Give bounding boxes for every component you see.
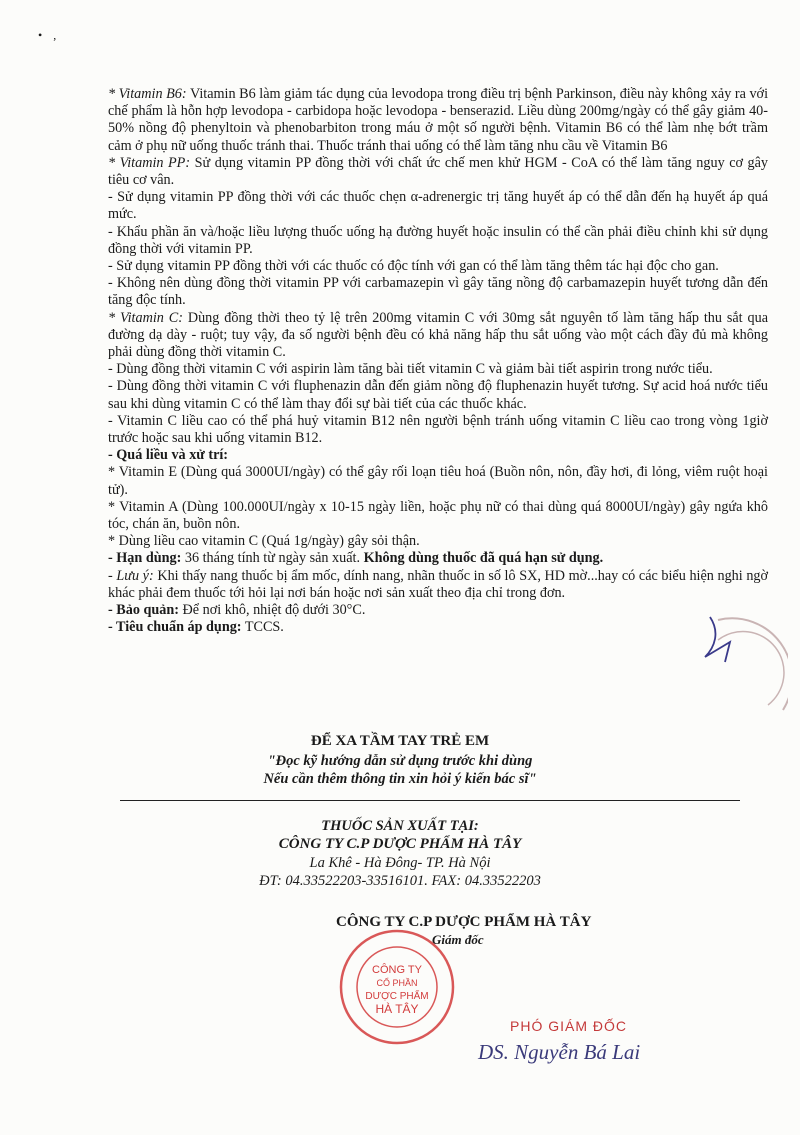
vitamin-c-label: * Vitamin C: bbox=[108, 309, 183, 326]
list-item: - Dùng đồng thời vitamin C với fluphenazin dẫn đến giảm nồng độ fluphenazin huyết tương. Sự acid hoá nước tiểu sau khi dùng vitamin C có thể làm thay đổi sự bài tiết của các thuốc khác. bbox=[108, 378, 768, 412]
note-line bbox=[108, 568, 768, 602]
director-title: Giám đốc bbox=[432, 932, 484, 947]
storage-text: Để nơi khô, nhiệt độ dưới 30°C. bbox=[182, 602, 366, 619]
keep-away-warning: ĐỂ XA TẦM TAY TRẺ EM bbox=[310, 733, 490, 749]
svg-text:CỔ PHẦN: CỔ PHẦN bbox=[376, 978, 418, 988]
vitamin-b6-paragraph bbox=[108, 86, 768, 155]
svg-text:HÀ TÂY: HÀ TÂY bbox=[375, 1002, 419, 1016]
vitamin-b6-label: * Vitamin B6: bbox=[108, 86, 187, 102]
standard-label: - Tiêu chuẩn áp dụng: bbox=[108, 619, 242, 636]
deputy-director-title: PHÓ GIÁM ĐỐC bbox=[510, 1018, 628, 1034]
vitamin-pp-first: Sử dụng vitamin PP đồng thời với chất ức chế men khử HGM - CoA có thể làm tăng nguy cơ gây tiêu cơ vân. bbox=[108, 154, 768, 189]
list-item: - Sử dụng vitamin PP đồng thời với các thuốc chẹn α-adrenergic trị tăng huyết áp có thể dẫn đến hạ huyết áp quá mức. bbox=[108, 189, 768, 223]
vitamin-c-paragraph bbox=[108, 310, 768, 362]
seal-fragment-icon bbox=[708, 610, 788, 720]
manufacturer-address: La Khê - Hà Đông- TP. Hà Nội bbox=[309, 855, 491, 871]
expiry-line bbox=[108, 550, 768, 567]
list-item: * Dùng liều cao vitamin C (Quá 1g/ngày) gây sỏi thận. bbox=[108, 533, 420, 550]
read-instructions: "Đọc kỹ hướng dẫn sử dụng trước khi dùng bbox=[267, 753, 533, 769]
manufacturer-contact: ĐT: 04.33522203-33516101. FAX: 04.33522203 bbox=[259, 873, 541, 889]
standard-line bbox=[108, 619, 768, 636]
svg-text:CÔNG TY: CÔNG TY bbox=[372, 964, 422, 976]
vitamin-pp-paragraph bbox=[108, 155, 768, 189]
overdose-heading: - Quá liều và xử trí: bbox=[108, 447, 229, 464]
manufacturer-company: CÔNG TY C.P DƯỢC PHẨM HÀ TÂY bbox=[278, 836, 522, 852]
vitamin-b6-text: Vitamin B6 làm giảm tác dụng của levodopa trong điều trị bệnh Parkinson, điều này không xảy ra với chế phẩm là hỗn hợp levodopa - carbidopa hoặc levodopa - benserazid. Liều dùng 200mg/ngày có thể gây giảm 40-50% nồng độ phenyltoin và phenobarbiton trong máu ở một số người bệnh. Vitamin B6 có thể làm nhẹ bớt trầm cảm ở phụ nữ uống thuốc tránh thai. Thuốc tránh thai uống có thể làm tăng nhu cầu về Vitamin B6 bbox=[108, 86, 769, 154]
list-item: * Vitamin E (Dùng quá 3000UI/ngày) có thể gây rối loạn tiêu hoá (Buồn nôn, nôn, đầy hơi, đi lỏng, viêm ruột hoại tử). bbox=[108, 464, 768, 498]
ask-doctor: Nếu cần thêm thông tin xin hỏi ý kiến bác sĩ" bbox=[263, 771, 537, 787]
list-item: - Dùng đồng thời vitamin C với aspirin làm tăng bài tiết vitamin C và giảm bài tiết aspirin trong nước tiểu. bbox=[108, 361, 713, 378]
signature-company: CÔNG TY C.P DƯỢC PHẨM HÀ TÂY bbox=[336, 914, 592, 930]
vitamin-pp-label: * Vitamin PP: bbox=[108, 154, 191, 171]
signatory-name: DS. Nguyễn Bá Lai bbox=[478, 1040, 641, 1064]
storage-label: - Bảo quản: bbox=[108, 602, 179, 619]
svg-text:DƯỢC PHẨM: DƯỢC PHẨM bbox=[365, 991, 429, 1002]
note-text: Khi thấy nang thuốc bị ẩm mốc, dính nang, nhãn thuốc in số lô SX, HD mờ...hay có các biểu hiện nghi ngờ khác phải đem thuốc tới hỏi lại nơi bán hoặc nơi sản xuất theo địa chỉ trong đơn. bbox=[108, 567, 769, 601]
document-body bbox=[108, 86, 768, 637]
vitamin-c-first: Dùng đồng thời theo tỷ lệ trên 200mg vitamin C với 30mg sắt nguyên tố làm tăng hấp thu sắt qua đường dạ dày - ruột; tuy vậy, đa số người bệnh đều có khả năng hấp thu sắt uống vào một cách đầy đủ mà không phải dùng đồng thời vitamin C. bbox=[108, 309, 769, 361]
divider bbox=[120, 800, 740, 801]
note-label: - Lưu ý: bbox=[108, 567, 154, 584]
expiry-text: 36 tháng tính từ ngày sản xuất. bbox=[184, 550, 361, 567]
company-stamp-icon bbox=[322, 925, 472, 1045]
expiry-label: - Hạn dùng: bbox=[108, 550, 182, 567]
standard-text: TCCS. bbox=[244, 619, 284, 636]
manufacturer-heading: THUỐC SẢN XUẤT TẠI: bbox=[321, 818, 479, 834]
list-item: * Vitamin A (Dùng 100.000UI/ngày x 10-15 ngày liền, hoặc phụ nữ có thai dùng quá 8000UI/ngày) gây ngứa khô tóc, chán ăn, buồn nôn. bbox=[108, 498, 768, 533]
list-item: - Không nên dùng đồng thời vitamin PP với carbamazepin vì gây tăng nồng độ carbamazepin huyết tương dẫn đến tăng độc tính. bbox=[108, 275, 768, 309]
list-item: - Vitamin C liều cao có thể phá huỷ vitamin B12 nên người bệnh tránh uống vitamin C liều cao trong vòng 1giờ trước hoặc sau khi uống vitamin B12. bbox=[108, 412, 768, 447]
list-item: - Khẩu phần ăn và/hoặc liều lượng thuốc uống hạ đường huyết hoặc insulin có thể cần phải điều chỉnh khi sử dụng đồng thời với vitamin PP. bbox=[108, 223, 768, 257]
list-item: - Sử dụng vitamin PP đồng thời với các thuốc có độc tính với gan có thể làm tăng thêm tác hại độc cho gan. bbox=[108, 258, 719, 275]
corner-mark: • , bbox=[38, 28, 61, 42]
storage-line bbox=[108, 602, 768, 619]
expiry-warning: Không dùng thuốc đã quá hạn sử dụng. bbox=[363, 550, 604, 567]
